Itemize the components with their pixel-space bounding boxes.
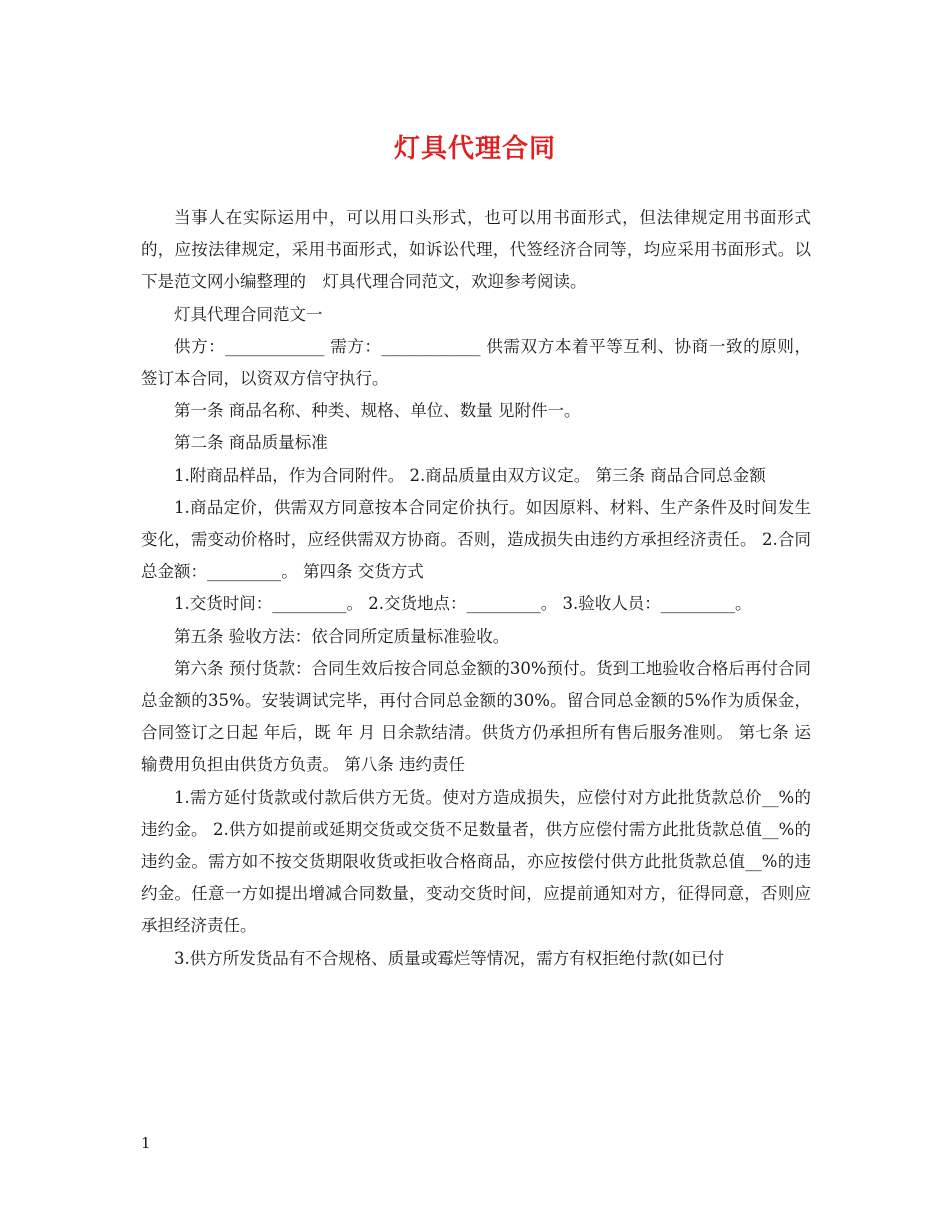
section-heading: 灯具代理合同范文一 <box>174 304 323 324</box>
quality-paragraph: 1.附商品样品，作为合同附件。 2.商品质量由双方议定。 第三条 商品合同总金额 <box>174 465 766 485</box>
document-title: 灯具代理合同 <box>393 134 556 164</box>
pricing-paragraph: 1.商品定价，供需双方同意按本合同定价执行。如因原料、材料、生产条件及时间发生变化，需变动价格时，应经供需双方协商。否则，造成损失由违约方承担经济责任。 2.合同总金额：_________。 第四条 交货方式 <box>141 497 811 582</box>
delivery-paragraph: 1.交货时间：_________。 2.交货地点：_________。 3.验收人员：_________。 <box>174 594 752 614</box>
article-6-paragraph: 第六条 预付货款：合同生效后按合同总金额的30%预付。货到工地验收合格后再付合同总金额的35%。安装调试完毕，再付合同总金额的30%。留合同总金额的5%作为质保金，合同签订之日起 年后，既 年 月 日余款结清。供货方仍承担所有售后服务准则。 第七条 运输费用负担由供货方负责。 第八条 违约责任 <box>141 658 811 775</box>
article-2-heading: 第二条 商品质量标准 <box>174 433 328 453</box>
page-number: 1 <box>141 1134 151 1152</box>
document-body <box>141 202 811 975</box>
article-1-paragraph: 第一条 商品名称、种类、规格、单位、数量 见附件一。 <box>174 401 581 421</box>
liability-paragraph: 1.需方延付货款或付款后供方无货。使对方造成损失，应偿付对方此批货款总价__%的违约金。 2.供方如提前或延期交货或交货不足数量者，供方应偿付需方此批货款总值__%的违约金。需方如不按交货期限收货或拒收合格商品，亦应按偿付供方此批货款总值__%的违约金。任意一方如提出增减合同数量，变动交货时间，应提前通知对方，征得同意，否则应承担经济责任。 <box>141 787 811 936</box>
parties-paragraph: 供方：____________ 需方：____________ 供需双方本着平等互利、协商一致的原则，签订本合同，以资双方信守执行。 <box>141 336 811 389</box>
intro-paragraph: 当事人在实际运用中，可以用口头形式，也可以用书面形式，但法律规定用书面形式的，应按法律规定，采用书面形式，如诉讼代理，代签经济合同等，均应采用书面形式。以下是范文网小编整理的 灯具代理合同范文，欢迎参考阅读。 <box>141 208 811 292</box>
rejection-paragraph: 3.供方所发货品有不合规格、质量或霉烂等情况，需方有权拒绝付款(如已付 <box>174 948 725 968</box>
article-5-paragraph: 第五条 验收方法：依合同所定质量标准验收。 <box>174 626 510 646</box>
